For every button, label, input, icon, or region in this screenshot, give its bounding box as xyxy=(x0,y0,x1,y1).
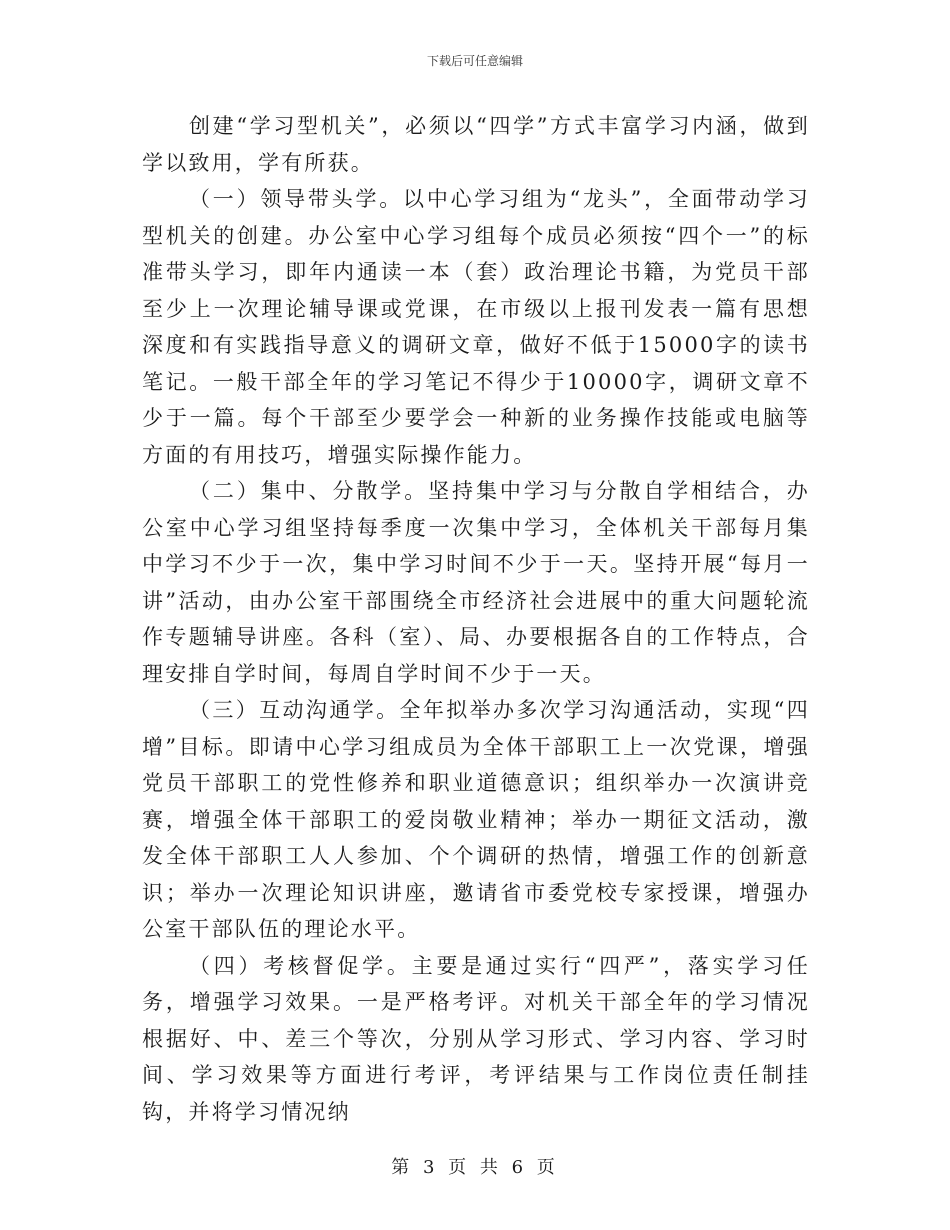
paragraph-intro: 创建“学习型机关”，必须以“四学”方式丰富学习内涵，做到学以致用，学有所获。 xyxy=(142,114,810,175)
document-body xyxy=(142,108,810,1130)
page-footer: 第 3 页 共 6 页 xyxy=(391,1157,559,1178)
page-header: 下载后可任意编辑 xyxy=(426,54,523,68)
paragraph-concentrated-study: （二）集中、分散学。坚持集中学习与分散自学相结合，办公室中心学习组坚持每季度一次集中学习，全体机关干部每月集中学习不少于一次，集中学习时间不少于一天。坚持开展“每月一讲”活动，由办公室干部围绕全市经济社会进展中的重大问题轮流作专题辅导讲座。各科（室）、局、办要根据各自的工作特点，合理安排自学时间，每周自学时间不少于一天。 xyxy=(142,479,810,686)
paragraph-interactive-study: （三）互动沟通学。全年拟举办多次学习沟通活动，实现“四增”目标。即请中心学习组成员为全体干部职工上一次党课，增强党员干部职工的党性修养和职业道德意识；组织举办一次演讲竞赛，增强全体干部职工的爱岗敬业精神；举办一期征文活动，激发全体干部职工人人参加、个个调研的热情，增强工作的创新意识；举办一次理论知识讲座，邀请省市委党校专家授课，增强办公室干部队伍的理论水平。 xyxy=(142,698,810,941)
paragraph-leader-study: （一）领导带头学。以中心学习组为“龙头”，全面带动学习型机关的创建。办公室中心学习组每个成员必须按“四个一”的标准带头学习，即年内通读一本（套）政治理论书籍，为党员干部至少上一次理论辅导课或党课，在市级以上报刊发表一篇有思想深度和有实践指导意义的调研文章，做好不低于15000字的读书笔记。一般干部全年的学习笔记不得少于10000字，调研文章不少于一篇。每个干部至少要学会一种新的业务操作技能或电脑等方面的有用技巧，增强实际操作能力。 xyxy=(142,187,810,467)
paragraph-assessment-study: （四）考核督促学。主要是通过实行“四严”，落实学习任务，增强学习效果。一是严格考评。对机关干部全年的学习情况根据好、中、差三个等次，分别从学习形式、学习内容、学习时间、学习效果等方面进行考评，考评结果与工作岗位责任制挂钩，并将学习情况纳 xyxy=(142,953,810,1124)
